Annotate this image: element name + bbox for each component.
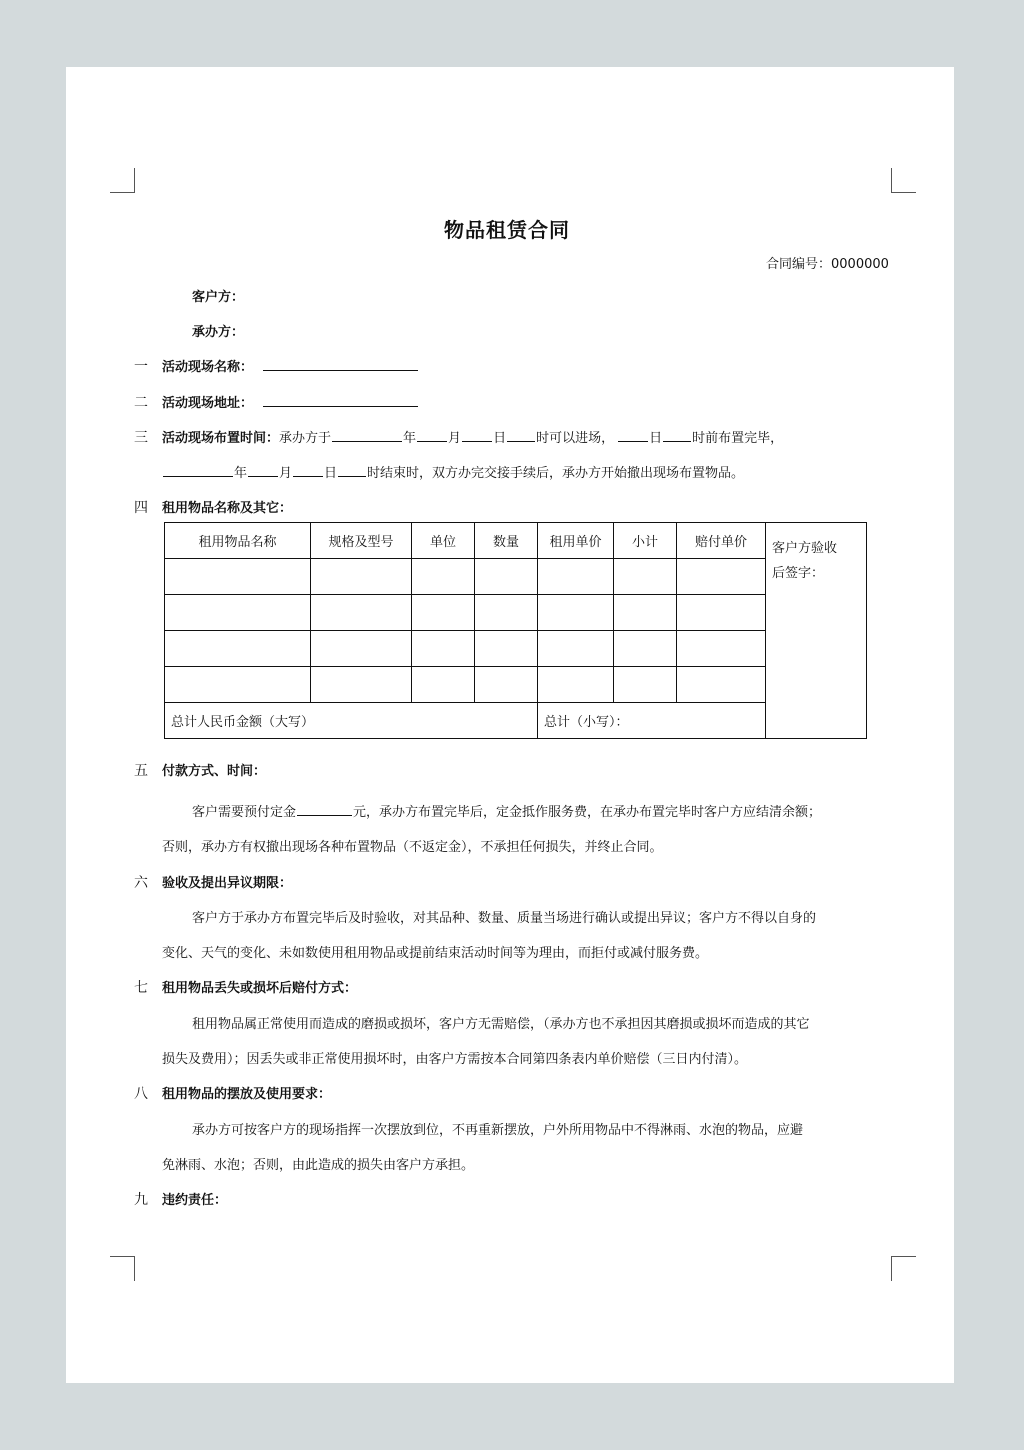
- section-2-label: 活动现场地址：: [162, 396, 254, 411]
- customer-signature-cell[interactable]: [766, 523, 867, 739]
- total-amount-figures[interactable]: 总计（小写）：: [538, 703, 766, 739]
- removal-text: 时结束时，双方办完交接手续后，承办方开始撤出现场布置物品。: [367, 466, 745, 481]
- section-4: [134, 497, 292, 517]
- section-9-label: 违约责任：: [162, 1193, 228, 1208]
- total-amount-words[interactable]: 总计人民币金额（大写）: [165, 703, 538, 739]
- section-7: [134, 977, 357, 997]
- section-1-number: 一: [134, 359, 148, 375]
- table-cell[interactable]: [614, 631, 677, 667]
- year-unit: 年: [403, 431, 417, 446]
- setup-day-blank[interactable]: [462, 428, 492, 442]
- crop-mark-bottom-left: [110, 1256, 135, 1281]
- header-compensation-price: 赔付单价: [677, 523, 766, 559]
- table-cell[interactable]: [165, 595, 311, 631]
- table-cell[interactable]: [475, 667, 538, 703]
- section-3: [134, 427, 783, 447]
- table-cell[interactable]: [538, 631, 614, 667]
- table-cell[interactable]: [412, 595, 475, 631]
- table-row: [165, 667, 867, 703]
- section-8-paragraph-line-1: 承办方可按客户方的现场指挥一次摆放到位，不再重新摆放，户外所用物品中不得淋雨、水泡的物品，应避: [192, 1123, 804, 1138]
- venue-name-blank[interactable]: [263, 357, 418, 371]
- table-cell[interactable]: [165, 559, 311, 595]
- section-7-paragraph-line-2: 损失及费用）；因丢失或非正常使用损坏时，由客户方需按本合同第四条表内单价赔偿（三日内付清）。: [162, 1052, 748, 1067]
- customer-party-label: 客户方：: [192, 290, 245, 305]
- crop-mark-top-left: [110, 168, 135, 193]
- table-cell[interactable]: [614, 595, 677, 631]
- section-3-number: 三: [134, 430, 148, 446]
- section-4-number: 四: [134, 500, 148, 516]
- section-8-label: 租用物品的摆放及使用要求：: [162, 1087, 332, 1102]
- table-cell[interactable]: [538, 595, 614, 631]
- table-cell[interactable]: [311, 667, 412, 703]
- table-cell[interactable]: [677, 631, 766, 667]
- section-6-label: 验收及提出异议期限：: [162, 876, 293, 891]
- table-cell[interactable]: [677, 595, 766, 631]
- section-9-number: 九: [134, 1192, 148, 1208]
- finish-text: 时前布置完毕，: [692, 431, 784, 446]
- table-cell[interactable]: [538, 559, 614, 595]
- section-6-paragraph-line-1: 客户方于承办方布置完毕后及时验收，对其品种、数量、质量当场进行确认或提出异议；客户方不得以自身的: [192, 911, 817, 926]
- section-6-number: 六: [134, 875, 148, 891]
- signature-label-line-1: 客户方验收: [772, 541, 838, 556]
- document-page: [66, 67, 954, 1383]
- section-2-number: 二: [134, 395, 148, 411]
- section-8-paragraph-line-2: 免淋雨、水泡；否则，由此造成的损失由客户方承担。: [162, 1158, 475, 1173]
- header-item-name: 租用物品名称: [165, 523, 311, 559]
- section-3-label: 活动现场布置时间：: [162, 431, 280, 446]
- section-2: [134, 392, 419, 412]
- section-6: [134, 872, 292, 892]
- table-row: [165, 559, 867, 595]
- section-1: [134, 356, 419, 376]
- entry-text: 时可以进场，: [536, 431, 615, 446]
- venue-address-blank[interactable]: [263, 393, 418, 407]
- end-year-blank[interactable]: [163, 463, 233, 477]
- section-4-label: 租用物品名称及其它：: [162, 501, 293, 516]
- setup-year-blank[interactable]: [332, 428, 402, 442]
- section-5-number: 五: [134, 763, 148, 779]
- section-7-paragraph-line-1: 租用物品属正常使用而造成的磨损或损坏，客户方无需赔偿，（承办方也不承担因其磨损或损坏而造成的其它: [192, 1017, 810, 1032]
- document-title: 物品租赁合同: [444, 218, 570, 242]
- table-cell[interactable]: [475, 595, 538, 631]
- section-5-label: 付款方式、时间：: [162, 764, 267, 779]
- rental-items-table: [164, 522, 867, 739]
- setup-hour-blank[interactable]: [507, 428, 535, 442]
- header-quantity: 数量: [475, 523, 538, 559]
- month-unit: 月: [279, 466, 293, 481]
- organizer-party-label: 承办方：: [192, 325, 245, 340]
- section-5: [134, 760, 266, 780]
- contract-number: [766, 253, 889, 272]
- contract-number-label: 合同编号：: [766, 257, 832, 272]
- finish-day-blank[interactable]: [618, 428, 648, 442]
- section-1-label: 活动现场名称：: [162, 360, 254, 375]
- table-cell[interactable]: [412, 559, 475, 595]
- table-cell[interactable]: [614, 559, 677, 595]
- finish-hour-blank[interactable]: [663, 428, 691, 442]
- section-9: [134, 1189, 227, 1209]
- header-spec-model: 规格及型号: [311, 523, 412, 559]
- table-cell[interactable]: [165, 667, 311, 703]
- deposit-text: 客户需要预付定金: [192, 805, 297, 820]
- table-cell[interactable]: [311, 559, 412, 595]
- section-5-paragraph-line-1: [192, 801, 821, 820]
- table-cell[interactable]: [538, 667, 614, 703]
- deposit-amount-blank[interactable]: [297, 802, 352, 816]
- end-hour-blank[interactable]: [338, 463, 366, 477]
- table-cell[interactable]: [165, 631, 311, 667]
- deposit-text-continued: 元，承办方布置完毕后，定金抵作服务费，在承办布置完毕时客户方应结清余额；: [353, 805, 822, 820]
- table-cell[interactable]: [311, 631, 412, 667]
- section-6-paragraph-line-2: 变化、天气的变化、未如数使用租用物品或提前结束活动时间等为理由，而拒付或减付服务费。: [162, 946, 709, 961]
- day-unit: 日: [493, 431, 507, 446]
- table-cell[interactable]: [614, 667, 677, 703]
- section-3-line-2: [162, 462, 744, 481]
- section-8: [134, 1083, 331, 1103]
- contract-number-value: 0000000: [831, 257, 889, 272]
- table-cell[interactable]: [412, 631, 475, 667]
- table-total-row: [165, 703, 867, 739]
- year-unit: 年: [234, 466, 248, 481]
- table-cell[interactable]: [677, 559, 766, 595]
- section-7-number: 七: [134, 980, 148, 996]
- table-cell[interactable]: [677, 667, 766, 703]
- day-unit: 日: [649, 431, 663, 446]
- crop-mark-top-right: [891, 168, 916, 193]
- section-5-paragraph-line-2: 否则，承办方有权撤出现场各种布置物品（不返定金），不承担任何损失，并终止合同。: [162, 840, 663, 855]
- table-cell[interactable]: [412, 667, 475, 703]
- table-row: [165, 631, 867, 667]
- day-unit: 日: [324, 466, 338, 481]
- header-rental-price: 租用单价: [538, 523, 614, 559]
- signature-label-line-2: 后签字：: [772, 566, 825, 581]
- table-row: [165, 595, 867, 631]
- setup-month-blank[interactable]: [417, 428, 447, 442]
- section-8-number: 八: [134, 1086, 148, 1102]
- section-7-label: 租用物品丢失或损坏后赔付方式：: [162, 981, 358, 996]
- month-unit: 月: [448, 431, 462, 446]
- table-cell[interactable]: [311, 595, 412, 631]
- header-unit: 单位: [412, 523, 475, 559]
- section-3-text: 承办方于: [279, 431, 332, 446]
- end-month-blank[interactable]: [248, 463, 278, 477]
- table-cell[interactable]: [475, 631, 538, 667]
- header-subtotal: 小计: [614, 523, 677, 559]
- table-cell[interactable]: [475, 559, 538, 595]
- table-header-row: [165, 523, 867, 559]
- crop-mark-bottom-right: [891, 1256, 916, 1281]
- end-day-blank[interactable]: [293, 463, 323, 477]
